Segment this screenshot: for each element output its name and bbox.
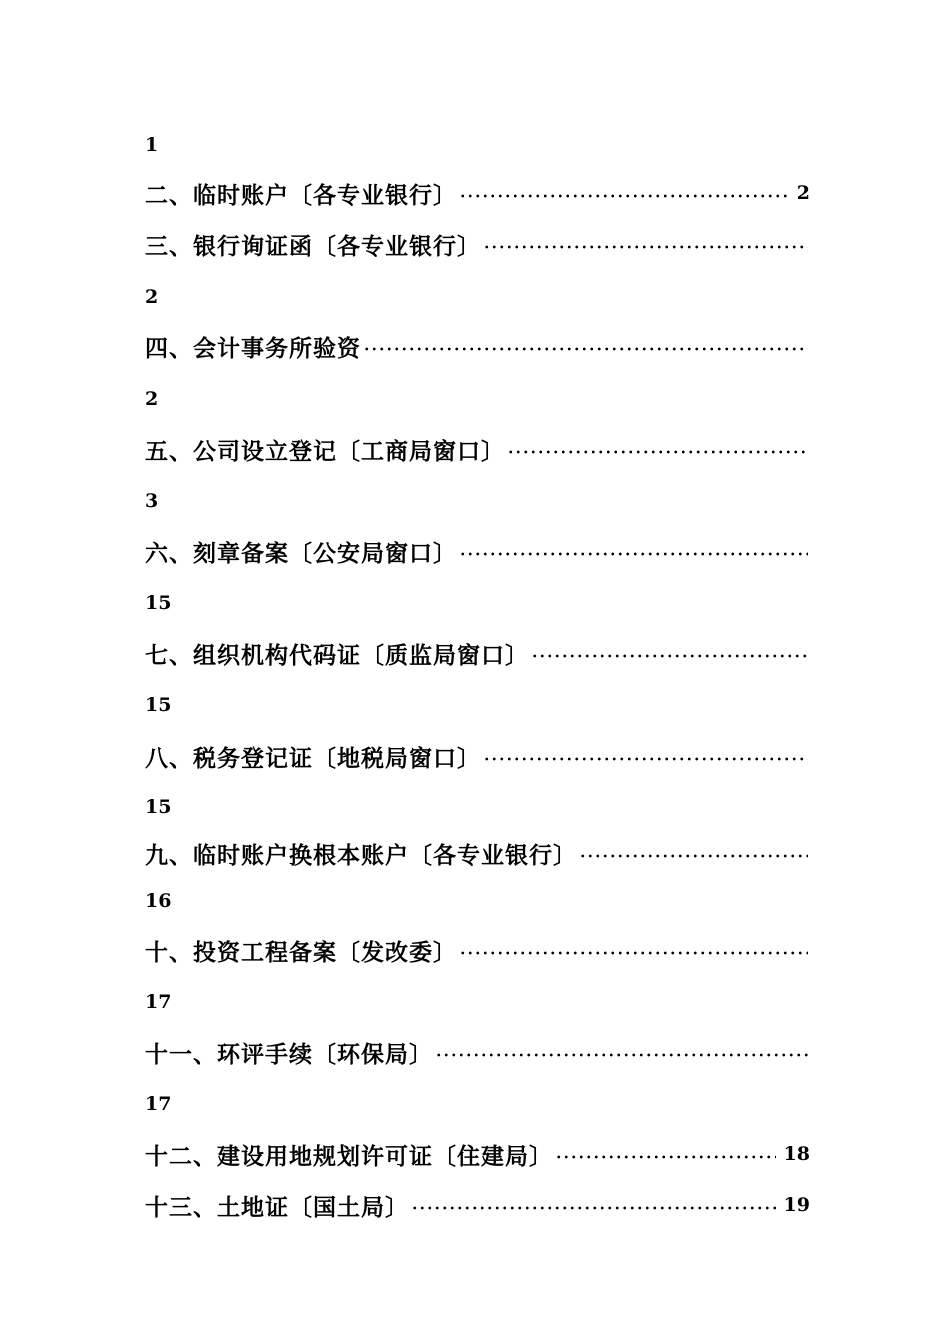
toc-page-number: 16 [145,890,172,912]
toc-entry[interactable] [145,1188,810,1222]
toc-entry-title: 四、会计事务所验资 [145,334,361,362]
toc-entry[interactable] [145,933,810,967]
toc-entry-title: 三、银行询证函〔各专业银行〕 [145,232,481,260]
toc-entry[interactable] [145,227,810,261]
dot-leader [483,756,808,762]
dot-leader [507,449,808,455]
toc-entry-title: 六、刻章备案〔公安局窗口〕 [145,539,457,567]
toc-entry-title: 七、组织机构代码证〔质监局窗口〕 [145,641,529,669]
toc-entry[interactable] [145,1035,810,1069]
toc-entry-title: 十三、土地证〔国土局〕 [145,1193,409,1221]
toc-page-number: 15 [145,796,172,818]
dot-leader [459,193,789,199]
dot-leader [531,653,808,659]
toc-entry[interactable] [145,739,810,773]
toc-page-number: 17 [145,1093,172,1115]
toc-page-number: 2 [145,286,159,308]
dot-leader [363,346,808,352]
toc-entry[interactable] [145,329,810,363]
dot-leader [483,244,808,250]
dot-leader [459,950,808,956]
dot-leader [579,853,808,859]
toc-page-number: 2 [796,182,810,204]
toc-page-number: 15 [145,694,172,716]
toc-page-number: 3 [145,490,159,512]
toc-entry-title: 八、税务登记证〔地税局窗口〕 [145,744,481,772]
toc-entry-title: 九、临时账户换根本账户〔各专业银行〕 [145,841,577,869]
toc-page-number: 18 [783,1143,810,1165]
toc-page-number: 17 [145,991,172,1013]
toc-entry[interactable] [145,432,810,466]
toc-page-number: 2 [145,388,159,410]
toc-page-number: 1 [145,134,159,156]
toc-entry-title: 十一、环评手续〔环保局〕 [145,1040,433,1068]
dot-leader [411,1205,776,1211]
toc-entry-title: 五、公司设立登记〔工商局窗口〕 [145,437,505,465]
toc-entry[interactable] [145,534,810,568]
toc-entry[interactable] [145,836,810,870]
toc-entry[interactable] [145,176,810,210]
toc-page-number: 19 [783,1194,810,1216]
toc-entry-title: 十二、建设用地规划许可证〔住建局〕 [145,1142,553,1170]
dot-leader [555,1154,776,1160]
dot-leader [435,1052,808,1058]
toc-entry[interactable] [145,1137,810,1171]
toc-entry-title: 二、临时账户〔各专业银行〕 [145,181,457,209]
dot-leader [459,551,808,557]
toc-page-number: 15 [145,592,172,614]
toc-entry[interactable] [145,636,810,670]
toc-entry-title: 十、投资工程备案〔发改委〕 [145,938,457,966]
